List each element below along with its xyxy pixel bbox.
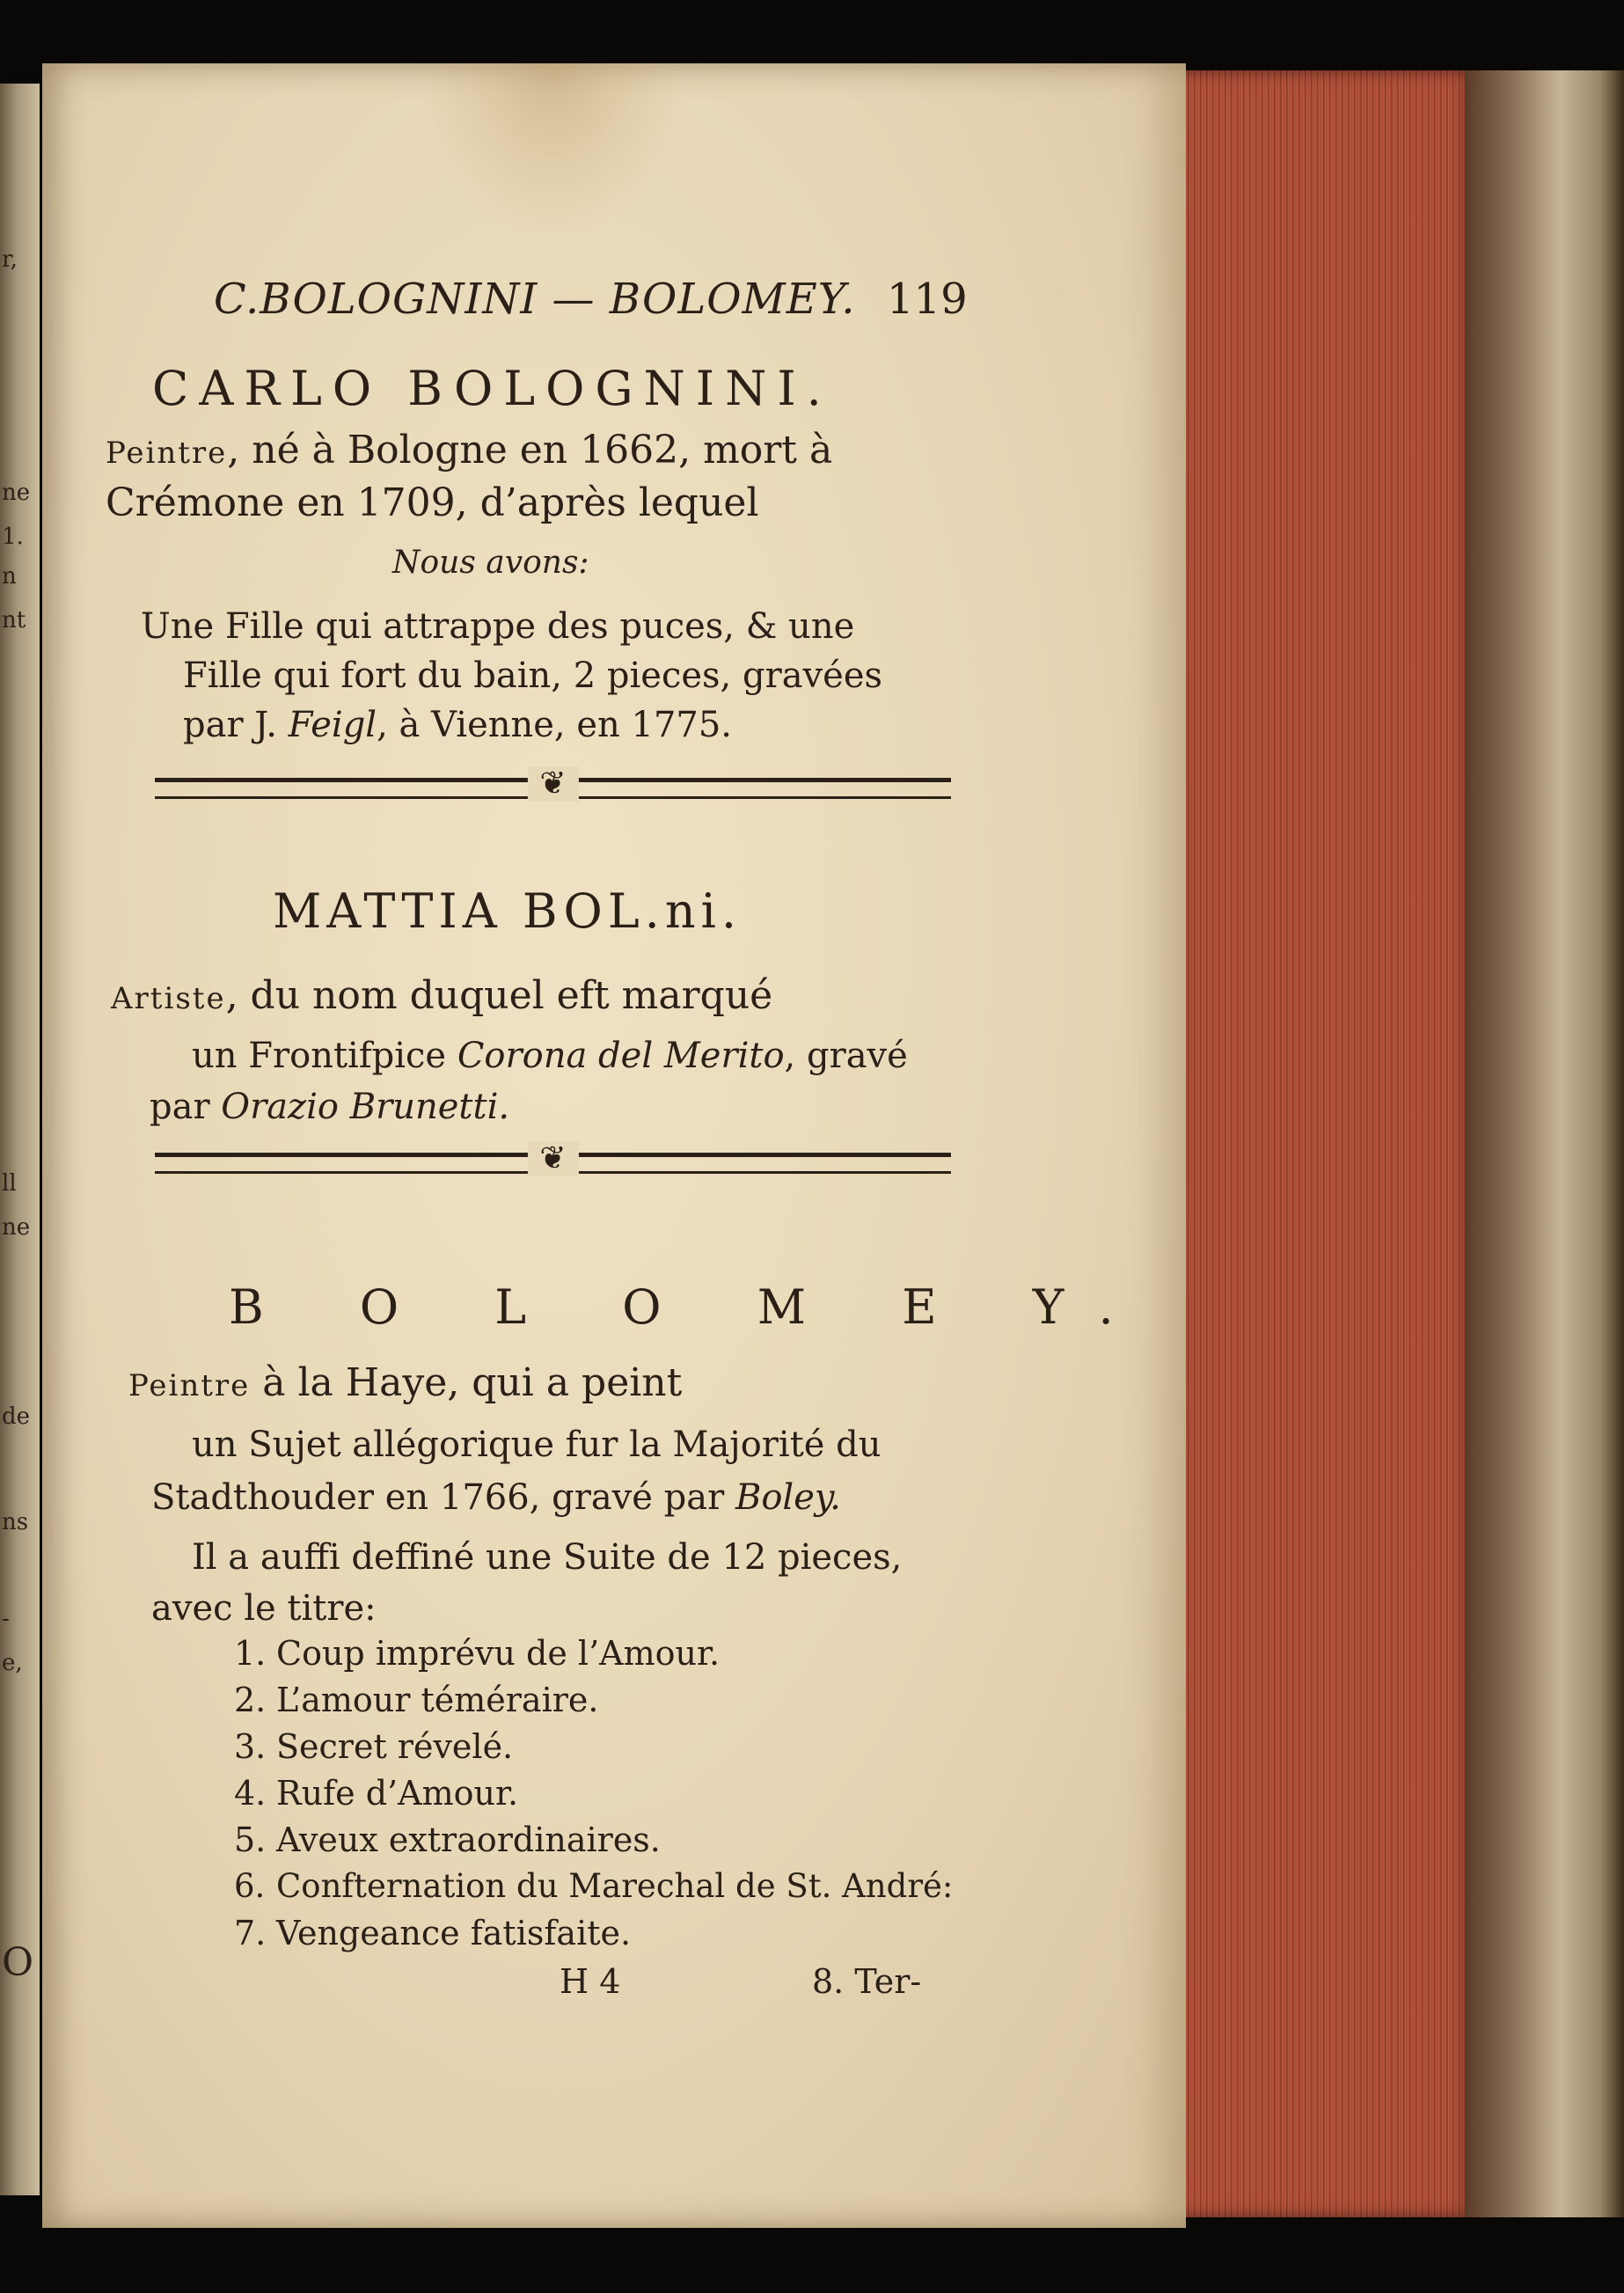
fleuron-icon: ❦ <box>527 1141 578 1176</box>
margin-fragment: ne <box>2 1214 31 1241</box>
entry-line: Il a auffi deffiné une Suite de 12 pieces, <box>192 1537 903 1578</box>
entry-line: un Frontifpice Corona del Merito, gravé <box>192 1036 908 1076</box>
entry-heading: B O L O M E Y. <box>229 1279 1154 1335</box>
margin-fragment: O <box>2 1940 34 1985</box>
entry-work-line: Une Fille qui attrappe des puces, & une <box>141 606 855 647</box>
margin-fragment: e, <box>2 1650 23 1676</box>
margin-fragment: n <box>2 563 17 590</box>
entry-heading: CARLO BOLOGNINI. <box>152 361 832 416</box>
entry-heading: MATTIA BOL.ni. <box>273 883 743 939</box>
list-item: 4. Rufe d’Amour. <box>234 1774 519 1813</box>
entry-line: Artiste, du nom duquel eft marqué <box>111 973 773 1018</box>
entry-work-line: Fille qui fort du bain, 2 pieces, gravées <box>183 656 883 696</box>
entry-work-line: par J. Feigl, à Vienne, en 1775. <box>183 705 733 745</box>
list-item: 5. Aveux extraordinaires. <box>234 1820 661 1859</box>
margin-fragment: nt <box>2 607 26 634</box>
margin-fragment: - <box>2 1606 10 1632</box>
entry-line: Crémone en 1709, d’après lequel <box>106 480 759 525</box>
margin-fragment: de <box>2 1403 31 1430</box>
list-item: 2. L’amour téméraire. <box>234 1681 599 1719</box>
margin-fragment: ne <box>2 480 31 506</box>
margin-fragment: ns <box>2 1509 29 1535</box>
facing-page-edge <box>0 84 40 2195</box>
entry-line: Stadthouder en 1766, gravé par Boley. <box>151 1477 841 1518</box>
margin-fragment: 1. <box>2 524 24 550</box>
page-number: 119 <box>887 275 968 324</box>
margin-fragment: ll <box>2 1170 17 1197</box>
ornamental-rule <box>155 766 951 802</box>
list-item: 7. Vengeance fatisfaite. <box>234 1914 632 1952</box>
page-fore-edge <box>1179 70 1479 2217</box>
entry-line: par Orazio Brunetti. <box>150 1087 510 1127</box>
entry-line: avec le titre: <box>151 1588 377 1629</box>
book-cover-edge <box>1465 70 1624 2217</box>
ornamental-rule <box>155 1140 951 1176</box>
running-head-title: C.BOLOGNINI — BOLOMEY. <box>214 275 856 324</box>
list-item: 1. Coup imprévu de l’Amour. <box>234 1634 721 1673</box>
catchword: 8. Ter- <box>812 1962 922 2001</box>
entry-line: Peintre à la Haye, qui a peint <box>128 1360 683 1405</box>
signature-mark: H 4 <box>560 1962 621 2001</box>
fleuron-icon: ❦ <box>527 766 578 802</box>
entry-subheading: Nous avons: <box>392 545 589 581</box>
list-item: 6. Confternation du Marechal de St. André: <box>234 1867 954 1905</box>
book-page <box>42 63 1186 2228</box>
margin-fragment: r, <box>2 246 18 273</box>
entry-line: Peintre, né à Bologne en 1662, mort à <box>106 428 833 473</box>
water-stain <box>421 63 684 239</box>
list-item: 3. Secret révelé. <box>234 1727 514 1766</box>
entry-line: un Sujet allégorique fur la Majorité du <box>192 1425 881 1465</box>
